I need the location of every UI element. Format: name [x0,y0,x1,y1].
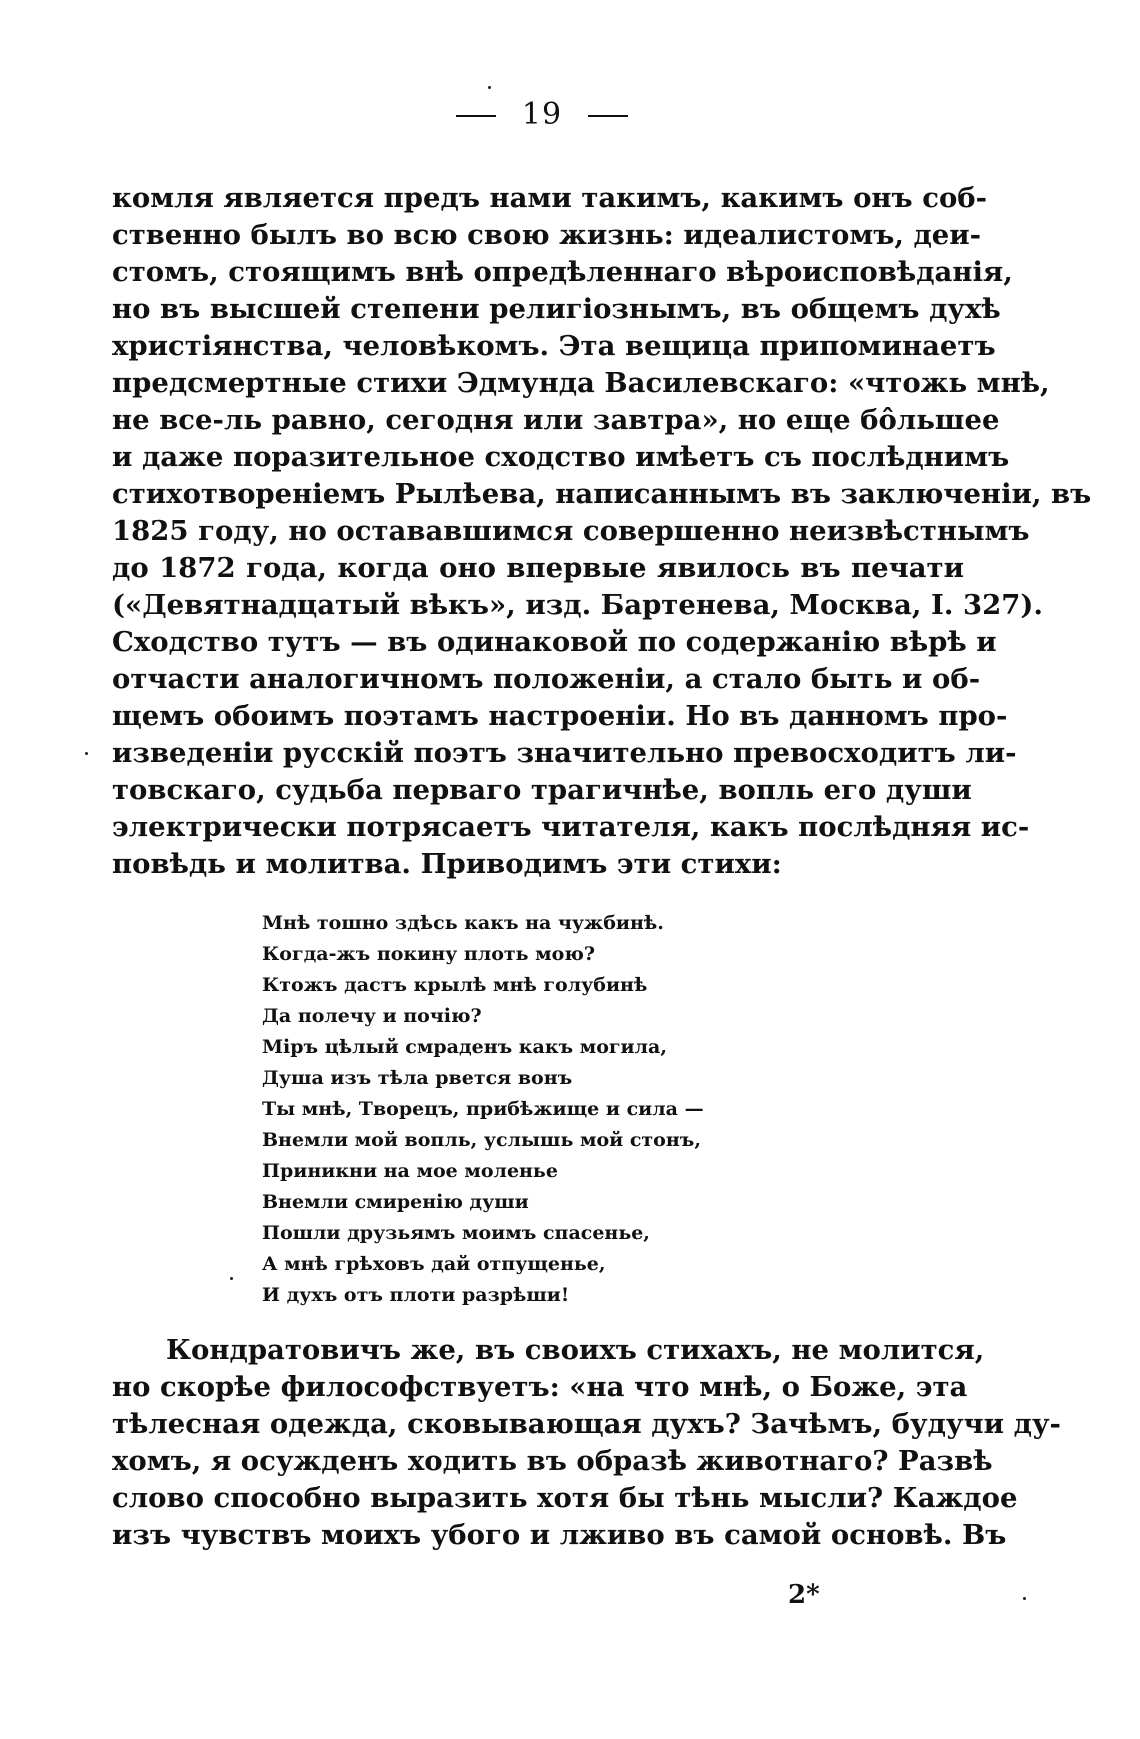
verse-line: И духъ отъ плоти разрѣши! [262,1284,570,1306]
print-speck [230,1277,233,1280]
text-line: («Девятнадцатый вѣкъ», изд. Бартенева, Москва, I. 327). [112,589,1043,621]
verse-line: Ты мнѣ, Творецъ, прибѣжище и сила — [262,1098,704,1120]
verse-line: Внемли мой вопль, услышь мой стонъ, [262,1129,701,1151]
text-line: предсмертные стихи Эдмунда Василевскаго: «чтожь мнѣ, [112,367,1050,399]
print-speck [85,752,88,755]
text-line: до 1872 года, когда оно впервые явилось въ печати [112,552,964,584]
verse-line: Когда-жъ покину плоть мою? [262,943,595,965]
text-line: Кондратовичъ же, въ своихъ стихахъ, не молится, [166,1334,985,1366]
text-line: но въ высшей степени религіознымъ, въ общемъ духѣ [112,293,1001,325]
text-line: изъ чувствъ моихъ убого и лживо въ самой основѣ. Въ [112,1519,1007,1551]
print-speck [488,86,491,89]
text-line: тѣлесная одежда, сковывающая духъ? Зачѣмъ, будучи ду- [112,1408,1061,1440]
text-line: товскаго, судьба перваго трагичнѣе, вопль его души [112,774,972,806]
text-line: электрически потрясаетъ читателя, какъ послѣдняя ис- [112,811,1030,843]
text-line: комля является предъ нами такимъ, какимъ онъ соб- [112,182,988,214]
text-line: щемъ обоимъ поэтамъ настроеніи. Но въ данномъ про- [112,700,1008,732]
text-line: хомъ, я осужденъ ходить въ образѣ животнаго? Развѣ [112,1445,993,1477]
text-line: Сходство тутъ — въ одинаковой по содержанію вѣрѣ и [112,626,997,658]
print-speck [1023,1597,1026,1600]
verse-line: Пошли друзьямъ моимъ спасенье, [262,1222,650,1244]
verse-line: Приникни на мое моленье [262,1160,558,1182]
text-line: отчасти аналогичномъ положеніи, а стало быть и об- [112,663,981,695]
page-header [0,97,1084,132]
verse-line: Міръ цѣлый смраденъ какъ могила, [262,1036,667,1058]
verse-line: Мнѣ тошно здѣсь какъ на чужбинѣ. [262,912,664,934]
text-line: но скорѣе философствуетъ: «на что мнѣ, о Боже, эта [112,1371,968,1403]
text-line: христіянства, человѣкомъ. Эта вещица припоминаетъ [112,330,996,362]
text-line: повѣдь и молитва. Приводимъ эти стихи: [112,848,782,880]
text-line: изведеніи русскій поэтъ значительно превосходитъ ли- [112,737,1017,769]
text-line: слово способно выразить хотя бы тѣнь мысли? Каждое [112,1482,1018,1514]
verse-line: Да полечу и почію? [262,1005,482,1027]
text-line: и даже поразительное сходство имѣетъ съ послѣднимъ [112,441,1010,473]
page-number: 19 [521,97,563,132]
text-line: ственно былъ во всю свою жизнь: идеалистомъ, деи- [112,219,982,251]
printer-signature: 2* [788,1580,820,1610]
verse-line: А мнѣ грѣховъ дай отпущенье, [262,1253,606,1275]
verse-line: Ктожъ дастъ крылѣ мнѣ голубинѣ [262,974,648,996]
text-line: не все-ль равно, сегодня или завтра», но еще бо̂льшее [112,404,1000,436]
verse-block [262,908,782,1311]
text-line: 1825 году, но остававшимся совершенно неизвѣстнымъ [112,515,1030,547]
header-dash-right [588,115,628,117]
text-line: стихотвореніемъ Рылѣева, написаннымъ въ заключеніи, въ [112,478,1092,510]
verse-line: Внемли смиренію души [262,1191,529,1213]
header-dash-left [456,115,496,117]
text-line: стомъ, стоящимъ внѣ опредѣленнаго вѣроисповѣданія, [112,256,1013,288]
verse-line: Душа изъ тѣла рвется вонъ [262,1067,573,1089]
